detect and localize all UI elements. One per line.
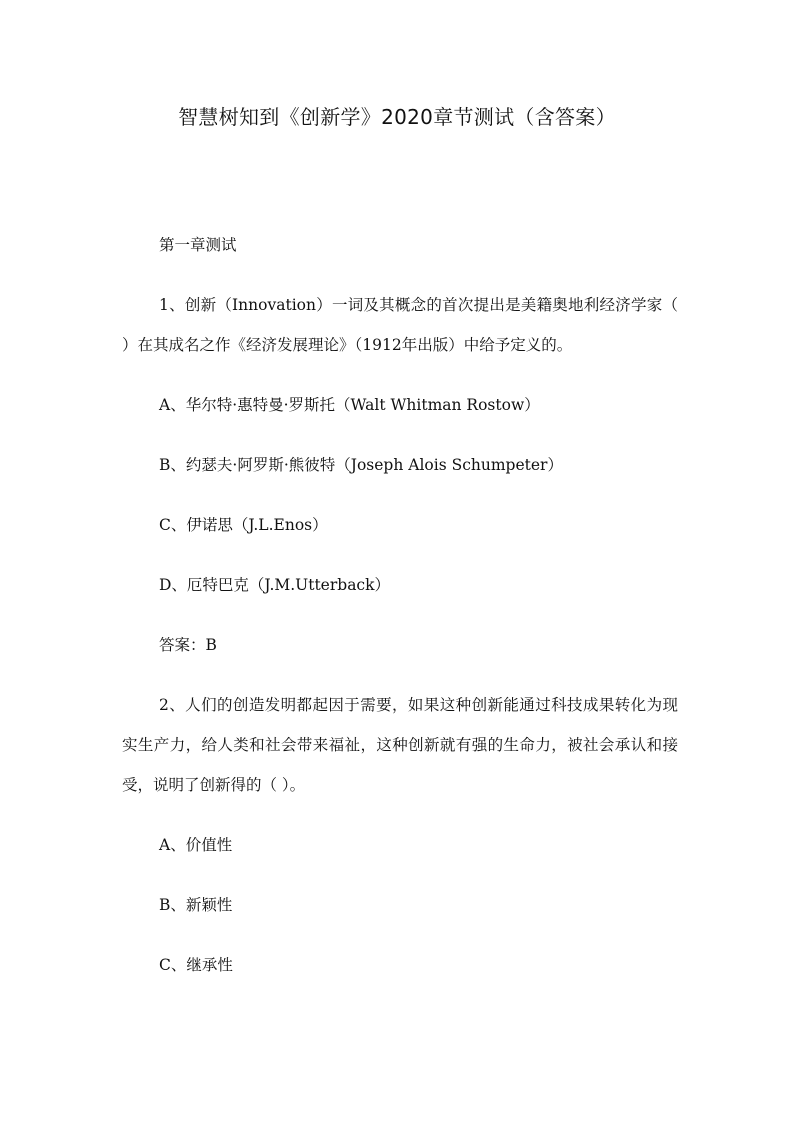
question-1-option-a: A、华尔特·惠特曼·罗斯托（Walt Whitman Rostow） bbox=[159, 396, 540, 414]
question-1-option-b: B、约瑟夫·阿罗斯·熊彼特（Joseph Alois Schumpeter） bbox=[159, 456, 563, 474]
question-2-option-a: A、价值性 bbox=[159, 836, 233, 854]
question-2-stem: 2、人们的创造发明都起因于需要，如果这种创新能通过科技成果转化为现实生产力，给人类和社会带来福祉，这种创新就有强的生命力，被社会承认和接受，说明了创新得的（ ）。 bbox=[122, 696, 678, 794]
question-1-option-c: C、伊诺思（J.L.Enos） bbox=[159, 516, 328, 534]
question-1-answer: 答案：B bbox=[159, 636, 217, 654]
document-body bbox=[122, 225, 678, 985]
question-2-option-b: B、新颖性 bbox=[159, 896, 233, 914]
question-1-stem: 1、创新（Innovation）一词及其概念的首次提出是美籍奥地利经济学家（ ）在其成名之作《经济发展理论》（1912年出版）中给予定义的。 bbox=[122, 296, 678, 354]
document-title: 智慧树知到《创新学》2020章节测试（含答案） bbox=[178, 105, 616, 129]
chapter-heading: 第一章测试 bbox=[159, 236, 237, 254]
question-2-option-c: C、继承性 bbox=[159, 956, 233, 974]
question-1-option-d: D、厄特巴克（J.M.Utterback） bbox=[159, 576, 391, 594]
